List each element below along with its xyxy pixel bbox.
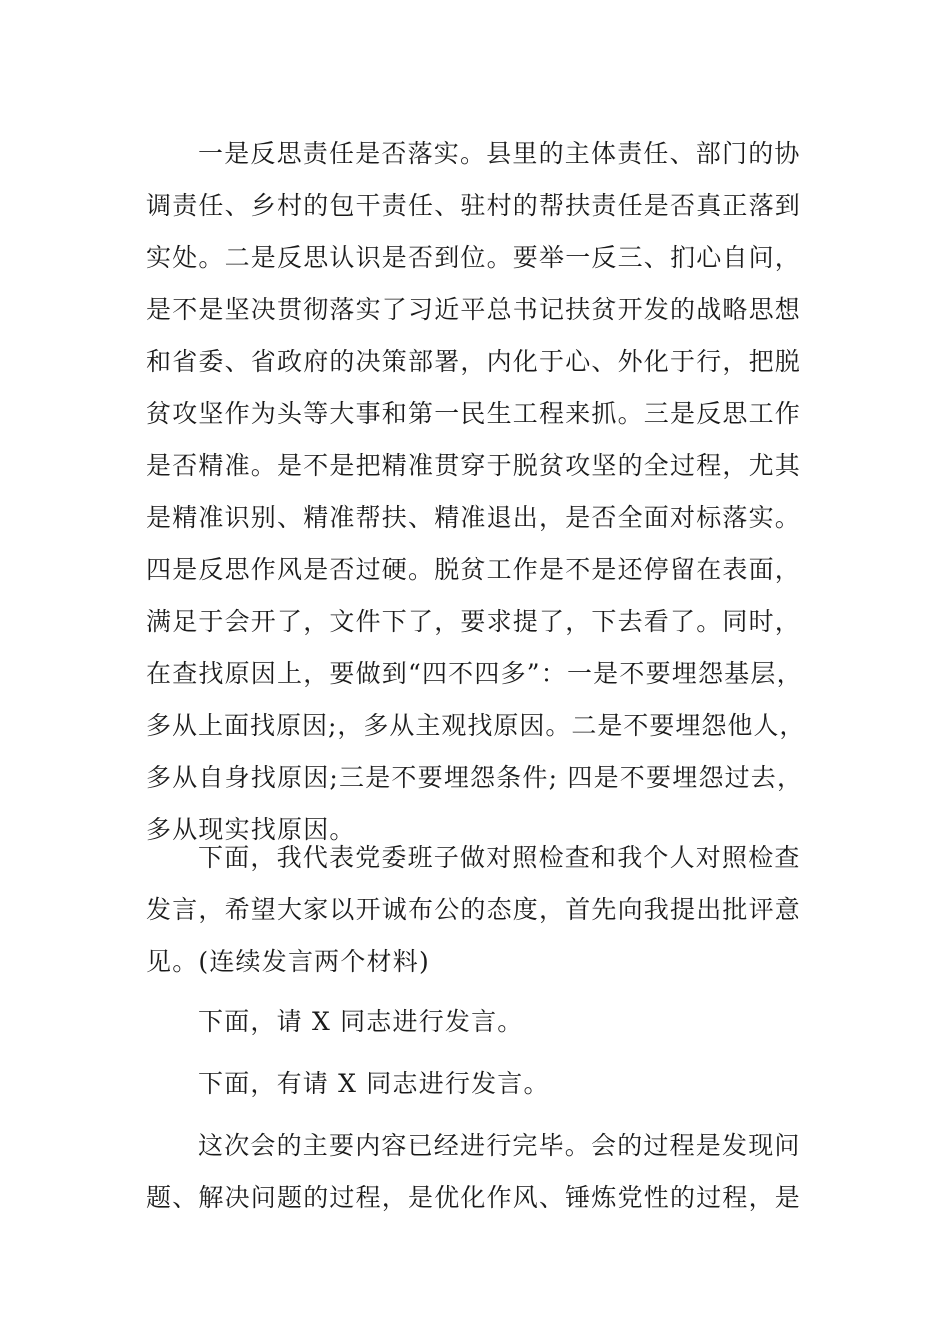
- text-line: 多从自身找原因;三是不要埋怨条件; 四是不要埋怨过去，: [146, 763, 804, 792]
- text-line: 是否精准。是不是把精准贯穿于脱贫攻坚的全过程，尤其: [146, 451, 802, 480]
- text-line: 发言，希望大家以开诚布公的态度，首先向我提出批评意: [146, 895, 802, 924]
- text-line: 满足于会开了，文件下了，要求提了，下去看了。同时，: [146, 607, 802, 636]
- paragraph-self-review: [146, 832, 806, 988]
- text-line: 和省委、省政府的决策部署，内化于心、外化于行，把脱: [146, 347, 802, 376]
- text-line: 是精准识别、精准帮扶、精准退出，是否全面对标落实。: [146, 503, 802, 532]
- paragraph-invite-speaker-2: [146, 1058, 806, 1110]
- text-line: 是不是坚决贯彻落实了习近平总书记扶贫开发的战略思想: [146, 295, 802, 324]
- text-line: 题、解决问题的过程，是优化作风、锤炼党性的过程，是: [146, 1183, 802, 1212]
- text-line: 多从现实找原因。: [146, 815, 356, 844]
- text-line: 在查找原因上，要做到“四不四多”：一是不要埋怨基层，: [146, 659, 803, 688]
- text-line: 实处。二是反思认识是否到位。要举一反三、扪心自问，: [146, 243, 802, 272]
- text-line: 下面，有请 X 同志进行发言。: [198, 1069, 550, 1098]
- text-line: 多从上面找原因;，多从主观找原因。二是不要埋怨他人，: [146, 711, 806, 740]
- paragraph-invite-speaker: [146, 996, 806, 1048]
- text-line: 下面，请 X 同志进行发言。: [198, 1007, 524, 1036]
- text-line: 四是反思作风是否过硬。脱贫工作是不是还停留在表面，: [146, 555, 802, 584]
- text-line: 贫攻坚作为头等大事和第一民生工程来抓。三是反思工作: [146, 399, 802, 428]
- paragraph-reflection: [146, 128, 806, 856]
- text-line: 见。(连续发言两个材料): [146, 947, 430, 976]
- text-line: 这次会的主要内容已经进行完毕。会的过程是发现问: [198, 1131, 801, 1160]
- text-line: 调责任、乡村的包干责任、驻村的帮扶责任是否真正落到: [146, 191, 802, 220]
- paragraph-conclusion: [146, 1120, 806, 1224]
- text-line: 一是反思责任是否落实。县里的主体责任、部门的协: [198, 139, 801, 168]
- text-line: 下面，我代表党委班子做对照检查和我个人对照检查: [198, 843, 801, 872]
